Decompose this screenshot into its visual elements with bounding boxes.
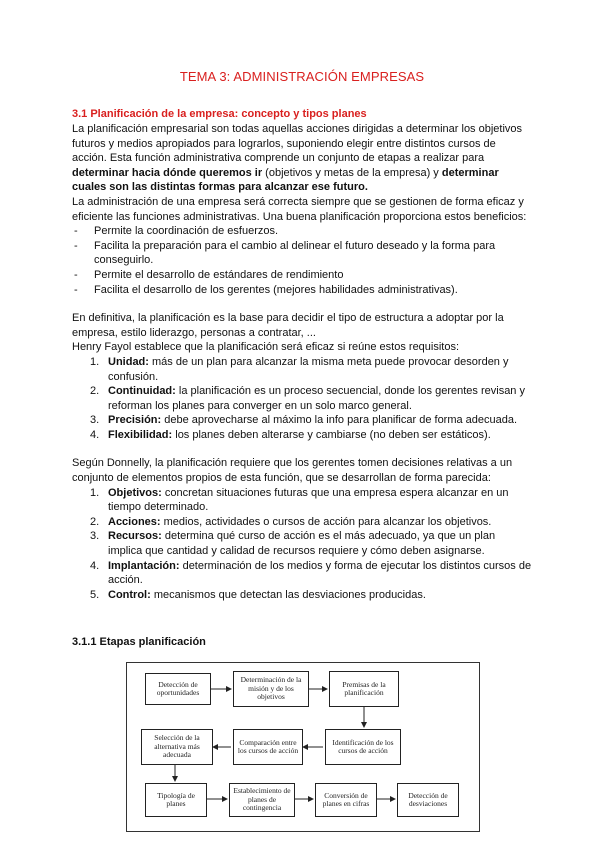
item-number: 3.: [90, 414, 100, 427]
item-text: determina qué curso de acción es el más adecuado, ya que un plan implica que cantidad y calidad de recursos requiere y cómo deben asignarse.: [108, 530, 496, 558]
diagram-box-selection: Selección de la alternativa más adecuada: [141, 729, 213, 765]
section-heading-3-1-1: 3.1.1 Etapas planificación: [72, 636, 206, 648]
intro-bold-b: determinar cuales son las distintas formas para alcanzar ese futuro.: [72, 166, 499, 194]
list-item: - Facilita la preparación para el cambio al delinear el futuro deseado y la forma para conseguirlo.: [72, 239, 532, 268]
item-text: la planificación es un proceso secuencial, donde los gerentes revisan y reforman los planes para converger en un solo marco general.: [108, 385, 525, 412]
item-text: los planes deben alterarse y cambiarse (no deben ser estáticos).: [172, 428, 491, 441]
list-item: [72, 529, 532, 558]
item-term: Precisión:: [108, 414, 162, 427]
section-heading-3-1: 3.1 Planificación de la empresa: concepto y tipos planes: [72, 108, 367, 120]
item-number: 4.: [90, 428, 100, 441]
item-term: Flexibilidad:: [108, 428, 173, 441]
intro-paragraph: [72, 122, 532, 195]
item-text: medios, actividades o cursos de acción para alcanzar los objetivos.: [160, 515, 492, 528]
item-term: Acciones:: [108, 515, 161, 528]
diagram-box-identification: Identificación de los cursos de acción: [325, 729, 401, 765]
intro-text-b: (objetivos y metas de la empresa) y: [262, 166, 442, 179]
donnelly-list: [72, 486, 532, 603]
item-text: más de un plan para alcanzar la misma meta puede provocar desorden y confusión.: [108, 355, 509, 383]
item-term: Control:: [108, 588, 151, 601]
page-title: TEMA 3: ADMINISTRACIÓN EMPRESAS: [179, 69, 425, 84]
list-item: [72, 428, 532, 443]
diagram-box-comparison: Comparación entre los cursos de acción: [233, 729, 303, 765]
list-item: [72, 559, 532, 588]
list-item: - Permite la coordinación de esfuerzos.: [72, 224, 532, 239]
item-number: 4.: [90, 559, 100, 572]
item-number: 2.: [90, 385, 100, 398]
fayol-intro: Henry Fayol establece que la planificación será eficaz si reúne estos requisitos:: [72, 341, 460, 354]
diagram-box-conversion: Conversión de planes en cifras: [315, 783, 377, 817]
item-term: Objetivos:: [108, 486, 162, 499]
item-number: 5.: [90, 588, 100, 601]
definition-paragraph: En definitiva, la planificación es la base para decidir el tipo de estructura a adoptar por la empresa, estilo liderazgo, personas a contratar, ...: [72, 312, 504, 339]
intro-text-a: La planificación empresarial son todas aquellas acciones dirigidas a determinar los objetivos futuros y medios apropiados para lograrlos, suponiendo elegir entre distintos cursos de acción. Esta función administrativa comprende un conjunto de etapas a realizar para: [72, 123, 523, 165]
diagram-box-detection: Detección de oportunidades: [145, 673, 211, 705]
planning-stages-diagram: [126, 662, 480, 832]
section-body: [72, 122, 532, 602]
item-text: mecanismos que detectan las desviaciones producidas.: [150, 588, 426, 601]
item-number: 3.: [90, 530, 100, 543]
item-term: Recursos:: [108, 530, 162, 543]
list-item: - Facilita el desarrollo de los gerentes (mejores habilidades administrativas).: [72, 283, 532, 298]
donnelly-intro: Según Donnelly, la planificación requiere que los gerentes tomen decisiones relativas a un conjunto de elementos propios de esta función, que se desarrollan de forma parecida:: [72, 457, 513, 485]
list-item: [72, 355, 532, 384]
item-text: concretan situaciones futuras que una empresa espera alcanzar en un tiempo determinado.: [108, 486, 509, 514]
diagram-box-contingency: Establecimiento de planes de contingencia: [229, 783, 295, 817]
diagram-box-premises: Premisas de la planificación: [329, 671, 399, 707]
item-text: determinación de los medios y forma de ejecutar los distintos cursos de acción.: [108, 559, 532, 587]
item-number: 2.: [90, 515, 100, 528]
list-item: [72, 515, 532, 530]
fayol-list: [72, 355, 532, 443]
intro-bold-a: determinar hacia dónde queremos ir: [72, 166, 263, 179]
admin-paragraph: La administración de una empresa será correcta siempre que se gestionen de forma eficaz y eficiente las funciones administrativas. Una buena planificación proporciona estos beneficios:: [72, 195, 527, 223]
item-number: 1.: [90, 486, 100, 499]
item-text: debe aprovecharse al máximo la info para planificar de forma adecuada.: [161, 414, 518, 427]
list-item: [72, 486, 532, 515]
list-item: [72, 588, 532, 603]
list-item: [72, 384, 532, 413]
diagram-box-typology: Tipología de planes: [145, 783, 207, 817]
benefits-list: [72, 224, 532, 297]
diagram-box-deviations: Detección de desviaciones: [397, 783, 459, 817]
list-item: - Permite el desarrollo de estándares de rendimiento: [72, 268, 532, 283]
list-item: [72, 413, 532, 428]
item-term: Continuidad:: [108, 385, 176, 398]
item-number: 1.: [90, 355, 100, 368]
item-term: Unidad:: [108, 355, 149, 368]
item-term: Implantación:: [108, 559, 180, 572]
diagram-box-mission: Determinación de la misión y de los objetivos: [233, 671, 309, 707]
